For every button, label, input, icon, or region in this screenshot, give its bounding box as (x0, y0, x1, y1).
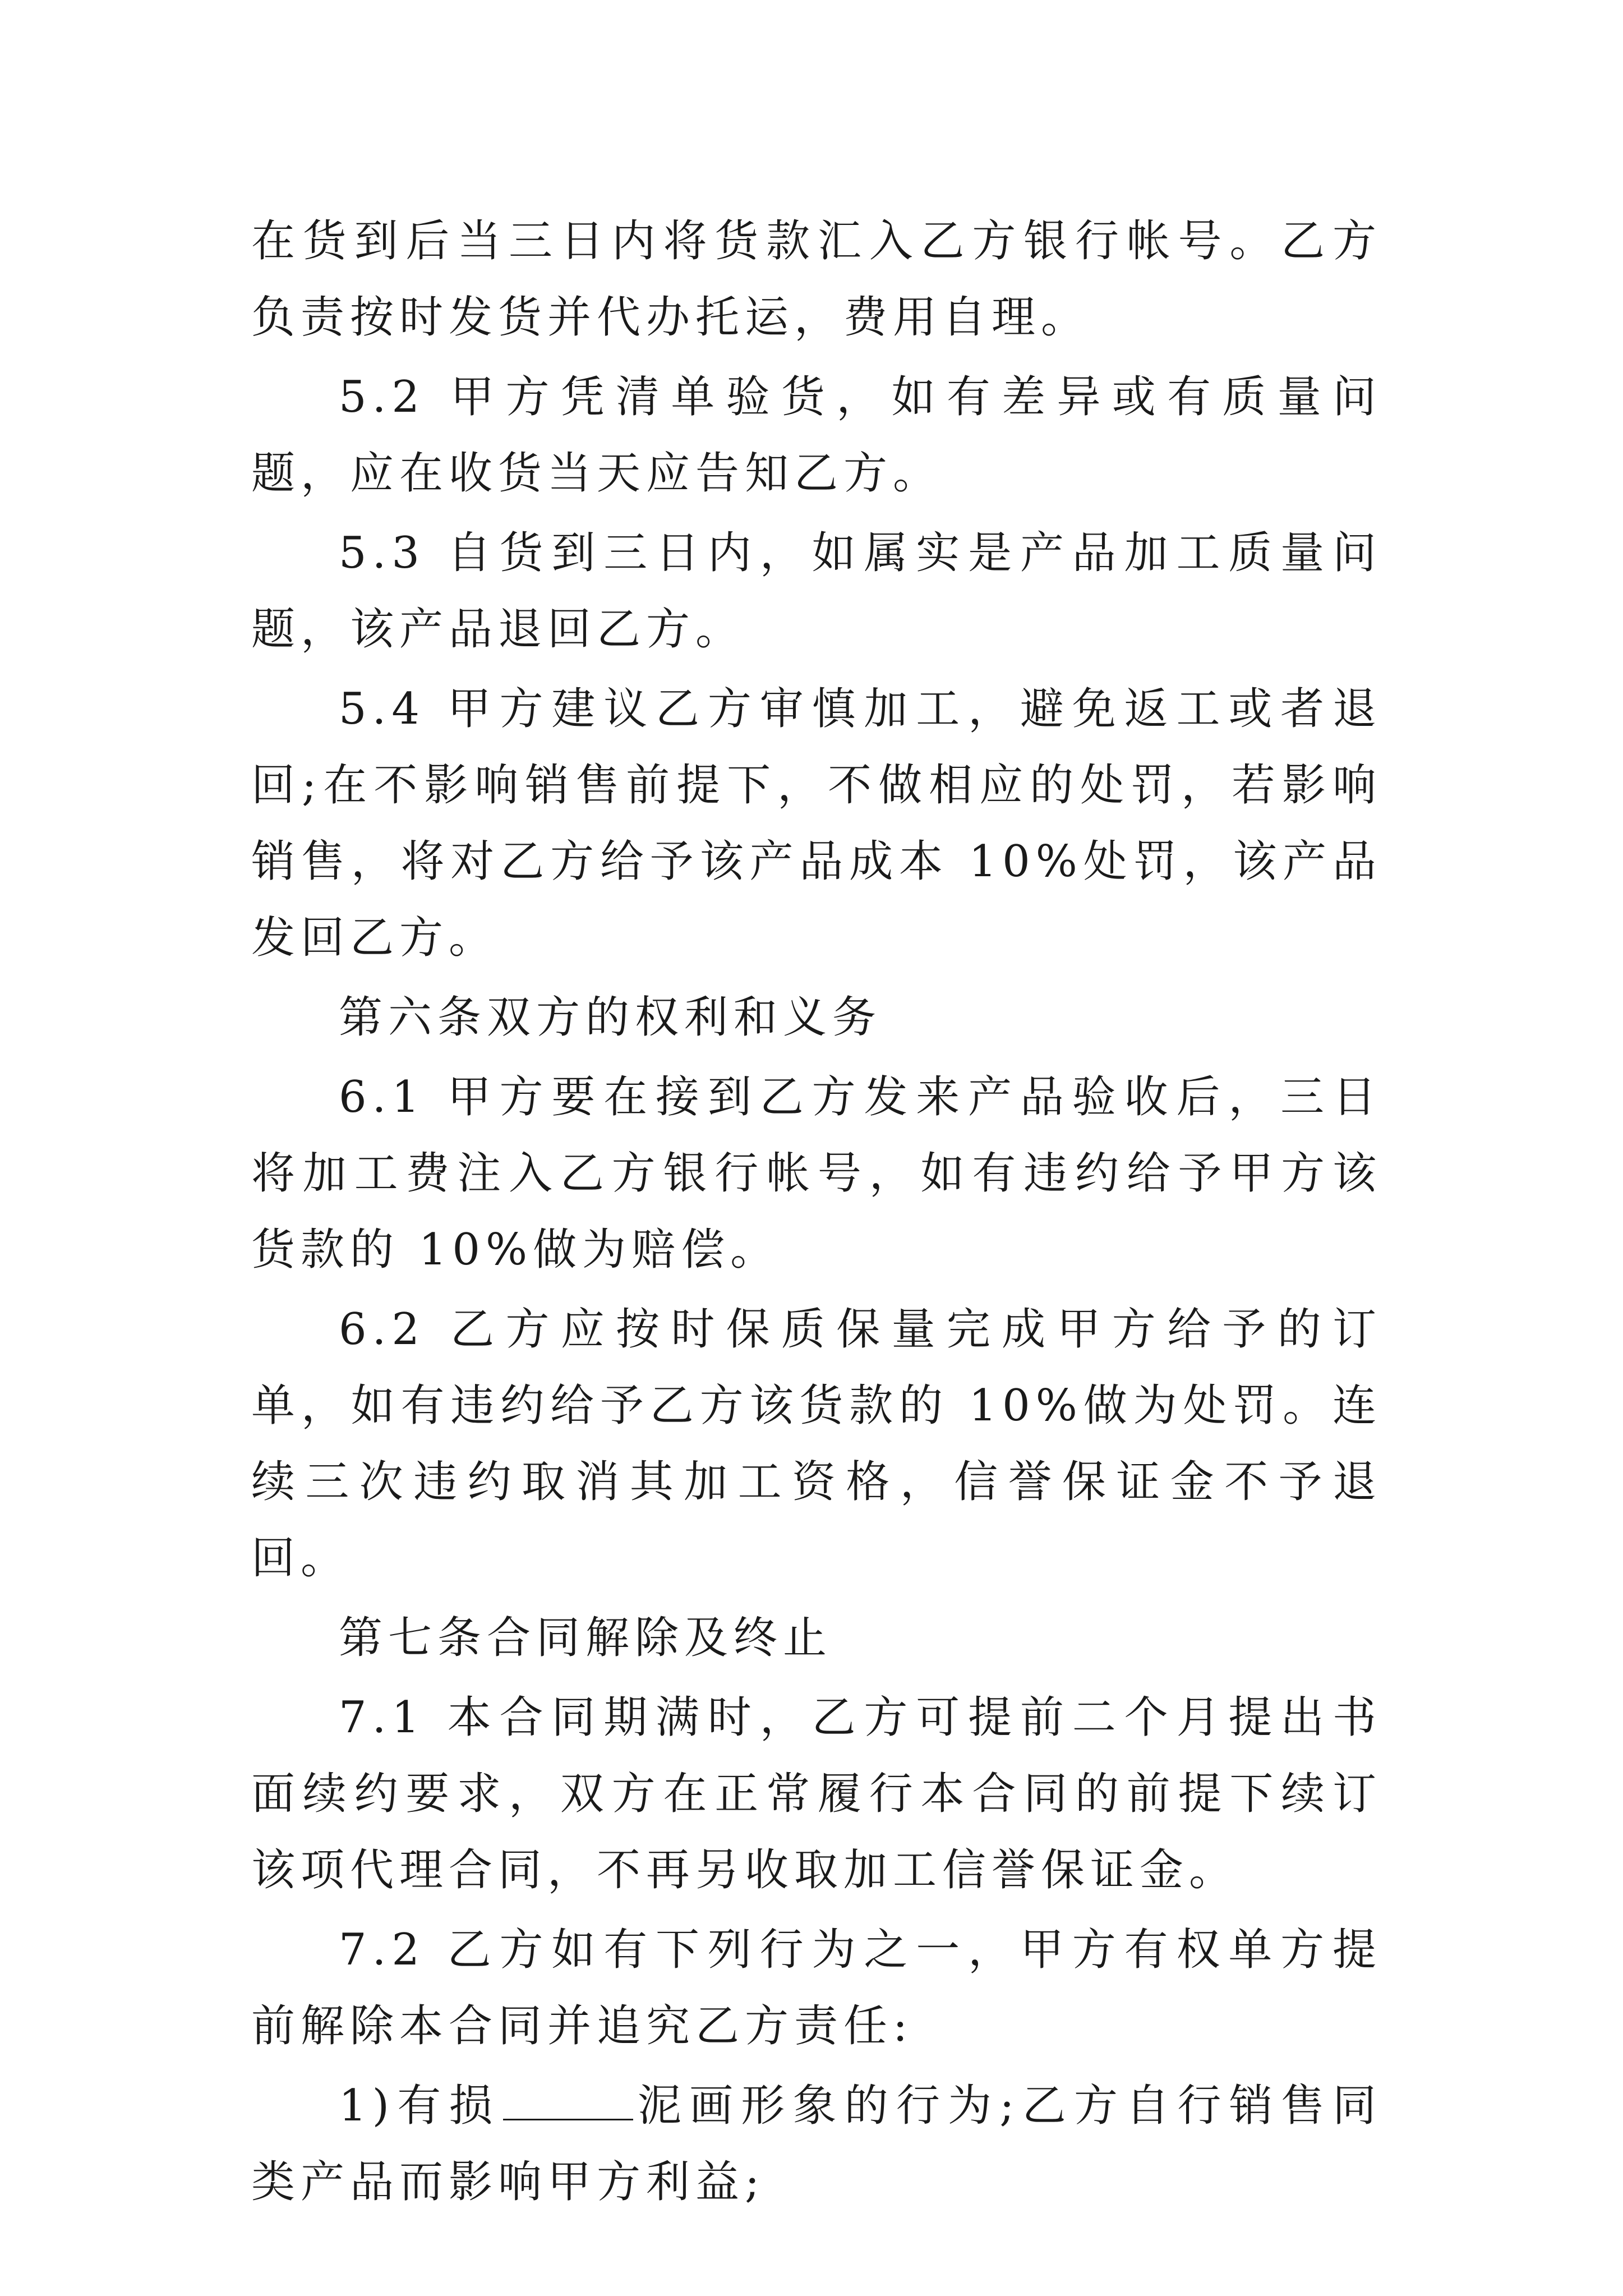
paragraph-clause-6-2: 6.2 乙方应按时保质保量完成甲方给予的订单，如有违约给予乙方该货款的 10%做为处罚。连续三次违约取消其加工资格，信誉保证金不予退回。 (251, 1304, 1382, 1584)
paragraph-clause-7-2: 7.2 乙方如有下列行为之一，甲方有权单方提前解除本合同并追究乙方责任: (251, 1925, 1382, 2051)
paragraph-clause-5-4: 5.4 甲方建议乙方审慎加工，避免返工或者退回;在不影响销售前提下，不做相应的处罚，若影响销售，将对乙方给予该产品成本 10%处罚，该产品发回乙方。 (251, 684, 1382, 963)
paragraph-clause-5-2: 5.2 甲方凭清单验货，如有差异或有质量问题，应在收货当天应告知乙方。 (251, 372, 1382, 499)
heading-article-6: 第六条双方的权利和义务 (339, 992, 882, 1043)
item-1-rest-text: 泥画形象的行为;乙方自行销售同类产品而影响甲方利益; (251, 2081, 1382, 2207)
heading-article-7: 第七条合同解除及终止 (339, 1613, 833, 1663)
paragraph-clause-6-1: 6.1 甲方要在接到乙方发来产品验收后，三日将加工费注入乙方银行帐号，如有违约给予甲方该货款的 10%做为赔偿。 (251, 1072, 1382, 1275)
document-body (251, 203, 1382, 2220)
paragraph-item-1 (251, 2068, 1382, 2220)
paragraph-clause-5-3: 5.3 自货到三日内，如属实是产品加工质量问题，该产品退回乙方。 (251, 528, 1382, 655)
paragraph-clause-7-1: 7.1 本合同期满时，乙方可提前二个月提出书面续约要求，双方在正常履行本合同的前提下续订该项代理合同，不再另收取加工信誉保证金。 (251, 1692, 1382, 1895)
fill-in-blank-line (503, 2082, 633, 2120)
item-1-lead-text: 1)有损 (339, 2081, 501, 2131)
paragraph-payment-continuation: 在货到后当三日内将货款汇入乙方银行帐号。乙方负责按时发货并代办托运，费用自理。 (251, 216, 1382, 343)
